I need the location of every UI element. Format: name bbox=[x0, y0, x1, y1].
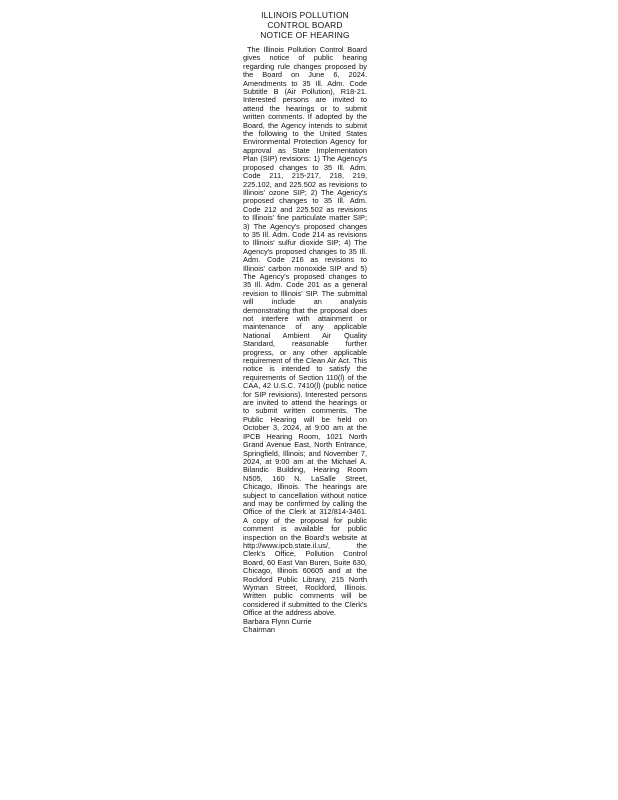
notice-body-text: The Illinois Pollution Control Board gives notice of public hearing regarding rule changes proposed by the Board on June 6, 2024. Amendments to 35 Ill. Adm. Code Subtitle B (Air Pollution), R18-21. Interested persons are invited to attend the hearings or to submit written comments. If adopted by the Board, the Agency intends to submit the following to the United States Environmental Protection Agency for approval as State Implementation Plan (SIP) revisions: 1) The Agency's proposed changes to 35 Ill. Adm. Code 211, 215-217, 218, 219, 225.102, and 225.502 as revisions to Illinois' ozone SIP; 2) The Agency's proposed changes to 35 Ill. Adm. Code 212 and 225.502 as revisions to Illinois' fine particulate matter SIP; 3) The Agency's proposed changes to 35 Ill. Adm. Code 214 as revisions to Illinois' sulfur dioxide SIP; 4) The Agency's proposed changes to 35 Ill. Adm. Code 216 as revisions to Illinois' carbon monoxide SIP and 5) The Agency's proposed changes to 35 Ill. Adm. Code 201 as a general revision to Illinois' SIP. The submittal will include an analysis demonstrating that the proposal does not interfere with attainment or maintenance of any applicable National Ambient Air Quality Standard, reasonable further progress, or any other applicable requirement of the Clean Air Act. This notice is intended to satisfy the requirements of Section 110(l) of the CAA, 42 U.S.C. 7410(l) (public notice for SIP revisions). Interested persons are invited to attend the hearings or to submit written comments. The Public Hearing will be held on October 3, 2024, at 9:00 am at the IPCB Hearing Room, 1021 North Grand Avenue East, North Entrance, Springfield, Illinois; and November 7, 2024, at 9:00 am at the Michael A. Bilandic Building, Hearing Room N505, 160 N. LaSalle Street, Chicago, Illinois. The hearings are subject to cancellation without notice and may be confirmed by calling the Office of the Clerk at 312/814-3461. A copy of the proposal for public comment is available for public inspection on the Board's website at http://www.ipcb.state.il.us/, the Clerk's Office, Pollution Control Board, 60 East Van Buren, Suite 630, Chicago, Illinois 60605 and at the Rockford Public Library, 215 North Wyman Street, Rockford, Illinois. Written public comments will be considered if submitted to the Clerk's Office at the address above. bbox=[243, 45, 367, 618]
header-line-2: CONTROL BOARD bbox=[267, 20, 343, 30]
signature-name: Barbara Flynn Currie bbox=[243, 616, 312, 626]
notice-header bbox=[243, 10, 367, 40]
header-line-1: ILLINOIS POLLUTION bbox=[261, 10, 349, 20]
signature-title: Chairman bbox=[243, 625, 276, 635]
public-notice bbox=[243, 10, 367, 634]
header-line-3: NOTICE OF HEARING bbox=[260, 30, 350, 40]
